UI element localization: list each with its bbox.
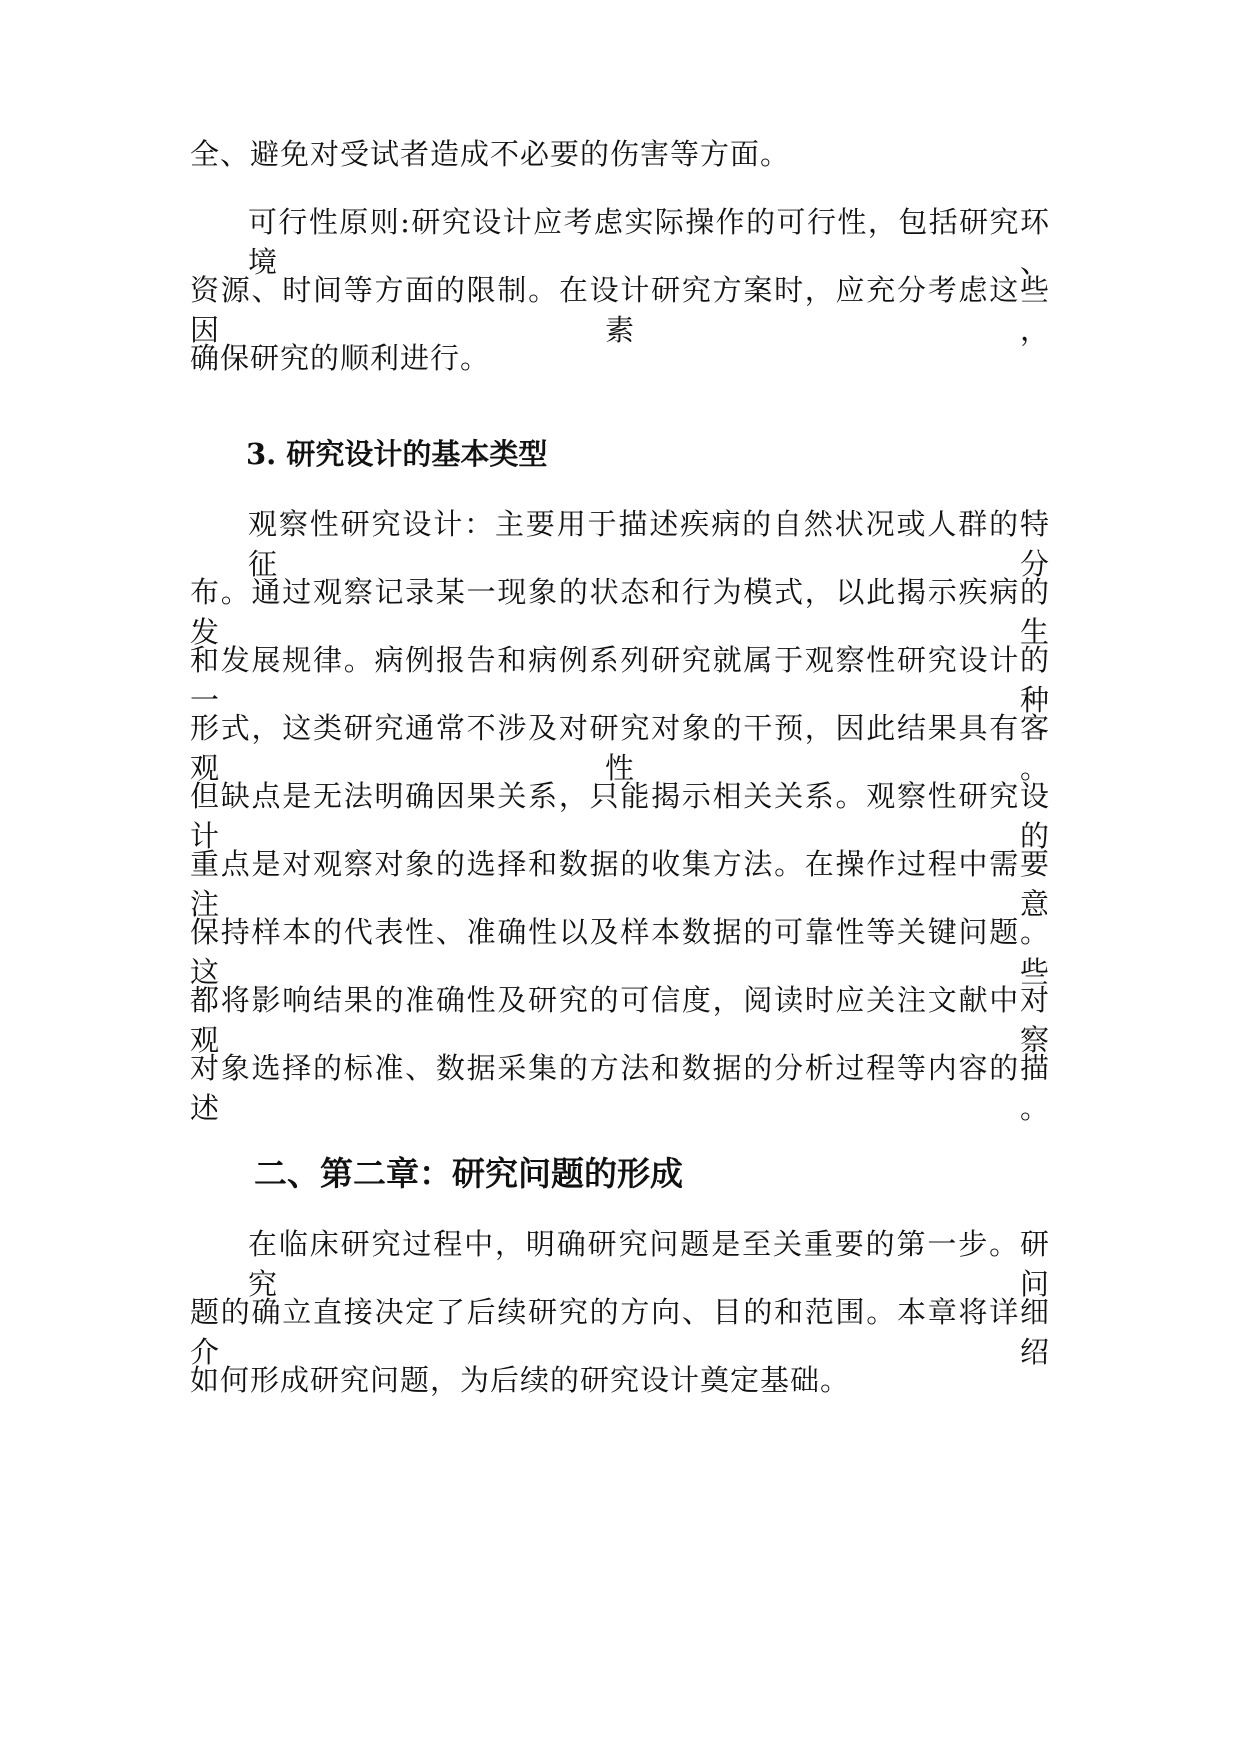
paragraph-line: 题的确立直接决定了后续研究的方向、目的和范围。本章将详细介绍 <box>190 1295 1050 1369</box>
paragraph-line: 如何形成研究问题，为后续的研究设计奠定基础。 <box>190 1363 851 1397</box>
section-heading: 3. 研究设计的基本类型 <box>246 437 548 471</box>
paragraph-line: 对象选择的标准、数据采集的方法和数据的分析过程等内容的描述。 <box>190 1051 1050 1125</box>
paragraph-line: 资源、时间等方面的限制。在设计研究方案时，应充分考虑这些因素， <box>190 273 1050 347</box>
chapter-heading: 二、第二章：研究问题的形成 <box>254 1154 683 1193</box>
paragraph-line: 在临床研究过程中，明确研究问题是至关重要的第一步。研究问 <box>248 1227 1050 1301</box>
paragraph-line: 和发展规律。病例报告和病例系列研究就属于观察性研究设计的一种 <box>190 643 1050 717</box>
paragraph-line: 重点是对观察对象的选择和数据的收集方法。在操作过程中需要注意 <box>190 847 1050 921</box>
paragraph-line: 全、避免对受试者造成不必要的伤害等方面。 <box>190 137 791 171</box>
paragraph-line: 形式，这类研究通常不涉及对研究对象的干预，因此结果具有客观性。 <box>190 711 1050 785</box>
paragraph-line: 确保研究的顺利进行。 <box>190 341 491 375</box>
paragraph-line: 观察性研究设计：主要用于描述疾病的自然状况或人群的特征分 <box>248 507 1050 581</box>
paragraph-line: 但缺点是无法明确因果关系，只能揭示相关关系。观察性研究设计的 <box>190 779 1050 853</box>
paragraph-line: 都将影响结果的准确性及研究的可信度，阅读时应关注文献中对观察 <box>190 983 1050 1057</box>
paragraph-line: 布。通过观察记录某一现象的状态和行为模式，以此揭示疾病的发生 <box>190 575 1050 649</box>
paragraph-line: 可行性原则:研究设计应考虑实际操作的可行性，包括研究环境、 <box>248 205 1050 279</box>
paragraph-line: 保持样本的代表性、准确性以及样本数据的可靠性等关键问题。这些 <box>190 915 1050 989</box>
